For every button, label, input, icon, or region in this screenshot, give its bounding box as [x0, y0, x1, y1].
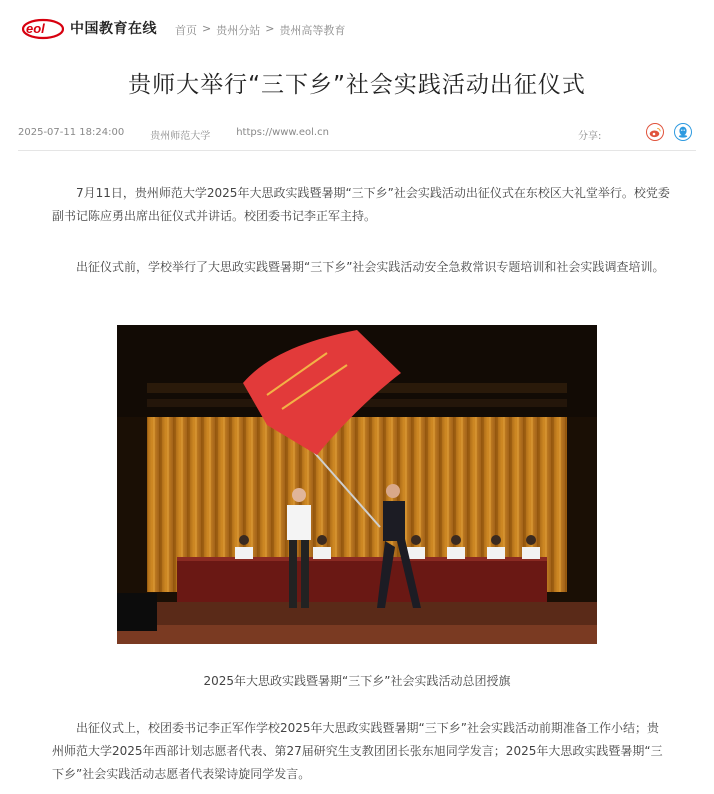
source-url[interactable]: https://www.eol.cn	[236, 127, 329, 138]
breadcrumb	[175, 22, 345, 38]
weibo-share-button[interactable]	[646, 123, 664, 141]
article-paragraph: 7月11日，贵州师范大学2025年大思政实践暨暑期“三下乡”社会实践活动出征仪式在东校区大礼堂举行。校党委副书记陈应勇出席出征仪式并讲话。校团委书记李正军主持。	[52, 186, 670, 223]
article-title: 贵师大举行“三下乡”社会实践活动出征仪式	[128, 72, 586, 98]
article-meta	[18, 127, 355, 142]
article-photo	[117, 325, 597, 644]
svg-text:eol: eol	[26, 21, 45, 36]
breadcrumb-higher-education[interactable]: 贵州高等教育	[279, 24, 346, 37]
article-paragraph: 出征仪式前，学校举行了大思政实践暨暑期“三下乡”社会实践活动安全急救常识专题培训和社会实践调查培训。	[76, 260, 665, 274]
qq-share-button[interactable]	[674, 123, 692, 141]
qq-icon	[678, 126, 688, 138]
ceremony-photo	[117, 325, 597, 644]
breadcrumb-guizhou[interactable]: 贵州分站	[216, 24, 261, 37]
image-caption: 2025年大思政实践暨暑期“三下乡”社会实践活动总团授旗	[203, 674, 511, 688]
site-logo[interactable]	[22, 16, 157, 40]
breadcrumb-home[interactable]: 首页	[175, 24, 197, 37]
publish-date: 2025-07-11 18:24:00	[18, 127, 125, 138]
breadcrumb-separator: >	[202, 22, 212, 35]
article-paragraph: 出征仪式上，校团委书记李正军作学校2025年大思政实践暨暑期“三下乡”社会实践活动前期准备工作小结；贵州师范大学2025年西部计划志愿者代表、第27届研究生支教团团长张东旭同学发言；2025年大思政实践暨暑期“三下乡”社会实践活动志愿者代表梁诗旋同学发言。	[52, 721, 663, 781]
share-label: 分享:	[578, 131, 602, 142]
weibo-icon	[649, 127, 661, 138]
header	[0, 0, 714, 58]
breadcrumb-separator: >	[265, 22, 275, 35]
eol-logo-icon	[22, 16, 64, 40]
article-source: 贵州师范大学	[150, 131, 211, 142]
site-name: 中国教育在线	[70, 21, 157, 37]
meta-divider	[18, 150, 696, 151]
